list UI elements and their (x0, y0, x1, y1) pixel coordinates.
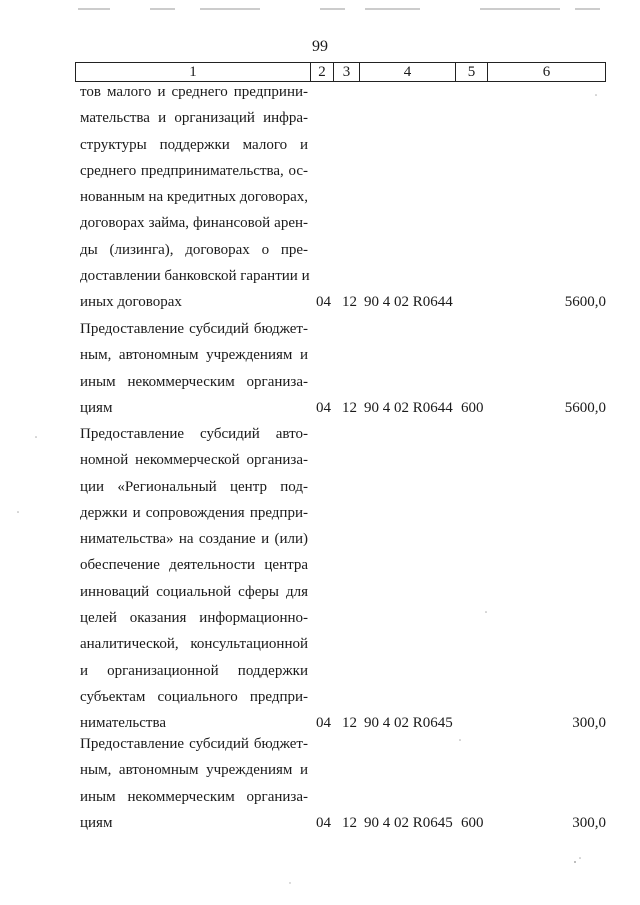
text-line: ды (лизинга), договорах о пре- (80, 241, 308, 258)
text-line: номной некоммерческой организа- (80, 452, 308, 469)
subsection-code: 12 (342, 399, 357, 416)
header-col-3: 3 (334, 63, 360, 81)
page-number: 99 (312, 38, 328, 55)
text-line: аналитической, консультационной (80, 636, 308, 653)
amount: 5600,0 (564, 294, 606, 311)
amount: 300,0 (572, 715, 606, 732)
text-line: циям (80, 399, 113, 416)
row-description (80, 316, 308, 421)
text-line: иным некоммерческим организа- (80, 373, 308, 390)
text-line: Предоставление субсидий бюджет- (80, 736, 308, 752)
text-line: Предоставление субсидий бюджет- (80, 321, 308, 337)
text-line: ции «Региональный центр под- (80, 478, 308, 495)
subsection-code: 12 (342, 814, 357, 831)
row-description (80, 79, 308, 316)
text-line: иных договорах (80, 294, 182, 311)
section-code: 04 (316, 715, 331, 732)
text-line: ным, автономным учреждениям и (80, 347, 308, 364)
text-line: структуры поддержки малого и (80, 136, 308, 153)
text-line: циям (80, 814, 113, 831)
target-item-code: 90 4 02 R0645 (364, 715, 453, 732)
text-line: обеспечение деятельности центра (80, 557, 308, 574)
amount: 300,0 (572, 814, 606, 831)
text-line: нимательства (80, 715, 167, 732)
subsection-code: 12 (342, 715, 357, 732)
text-line: нованным на кредитных договорах, (80, 189, 308, 206)
text-line: и организационной поддержки (80, 662, 308, 679)
table-row (80, 731, 610, 836)
text-line: ным, автономным учреждениям и (80, 762, 308, 779)
section-code: 04 (316, 294, 331, 311)
table-row (80, 316, 610, 421)
text-line: доставлении банковской гарантии и (80, 268, 310, 285)
header-col-4: 4 (360, 63, 456, 81)
text-line: целей оказания информационно- (80, 610, 308, 627)
header-col-5: 5 (456, 63, 488, 81)
section-code: 04 (316, 399, 331, 416)
amount: 5600,0 (564, 399, 606, 416)
header-col-2: 2 (311, 63, 334, 81)
expense-type-code: 600 (461, 814, 484, 831)
text-line: договорах займа, финансовой арен- (80, 215, 308, 232)
subsection-code: 12 (342, 294, 357, 311)
table-row (80, 79, 610, 316)
text-line: тов малого и среднего предприни- (80, 84, 308, 100)
text-line: субъектам социального предпри- (80, 688, 308, 705)
section-code: 04 (316, 814, 331, 831)
row-description (80, 421, 308, 737)
text-line: иным некоммерческим организа- (80, 788, 308, 805)
row-description (80, 731, 308, 836)
expense-type-code: 600 (461, 399, 484, 416)
text-line: держки и сопровождения предпри- (80, 504, 308, 521)
target-item-code: 90 4 02 R0644 (364, 399, 453, 416)
target-item-code: 90 4 02 R0645 (364, 814, 453, 831)
text-line: инноваций социальной сферы для (80, 583, 308, 600)
header-col-1: 1 (76, 63, 311, 81)
table-row (80, 421, 610, 737)
header-col-6: 6 (542, 64, 551, 80)
text-line: среднего предпринимательства, ос- (80, 162, 308, 179)
target-item-code: 90 4 02 R0644 (364, 294, 453, 311)
text-line: нимательства» на создание и (или) (80, 531, 308, 548)
text-line: мательства и организаций инфра- (80, 110, 308, 127)
text-line: Предоставление субсидий авто- (80, 426, 308, 442)
